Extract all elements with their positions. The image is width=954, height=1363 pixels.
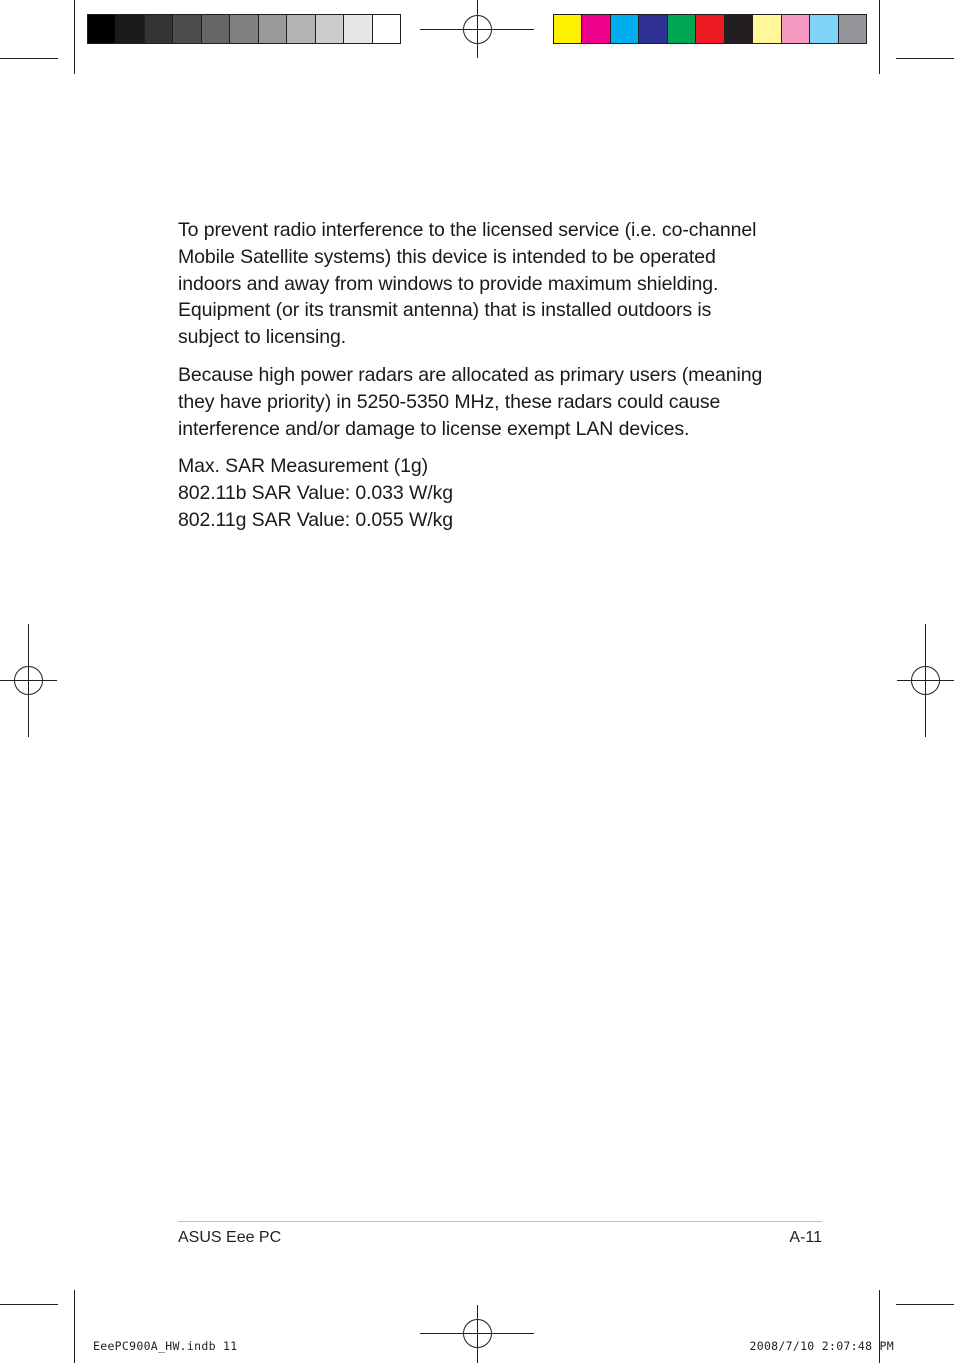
color-swatch bbox=[554, 15, 582, 43]
radar-paragraph bbox=[178, 362, 778, 442]
color-swatch bbox=[782, 15, 810, 43]
text-line: To prevent radio interference to the licensed service (i.e. co-channel bbox=[178, 219, 757, 241]
interference-paragraph bbox=[178, 217, 778, 351]
text-line: indoors and away from windows to provide maximum shielding. bbox=[178, 272, 719, 295]
gray-swatch bbox=[88, 15, 116, 43]
sar-paragraph bbox=[178, 453, 778, 533]
crop-mark bbox=[879, 0, 880, 74]
color-swatch bbox=[611, 15, 639, 43]
text-line: Equipment (or its transmit antenna) that is installed outdoors is bbox=[178, 299, 712, 322]
crop-mark bbox=[74, 1290, 75, 1363]
crop-mark bbox=[0, 58, 58, 59]
color-swatch bbox=[668, 15, 696, 43]
page-number: A-11 bbox=[789, 1229, 822, 1246]
text-line: Mobile Satellite systems) this device is intended to be operated bbox=[178, 245, 716, 268]
crop-mark bbox=[74, 0, 75, 74]
gray-swatch bbox=[287, 15, 315, 43]
footer-product-name: ASUS Eee PC bbox=[178, 1229, 282, 1246]
print-slug-timestamp: 2008/7/10 2:07:48 PM bbox=[749, 1339, 894, 1353]
gray-swatch bbox=[316, 15, 344, 43]
gray-swatch bbox=[373, 15, 400, 43]
sar-80211b-value: 802.11b SAR Value: 0.033 W/kg bbox=[178, 482, 453, 505]
gray-swatch bbox=[344, 15, 372, 43]
color-swatch bbox=[753, 15, 781, 43]
text-line: they have priority) in 5250-5350 MHz, these radars could cause bbox=[178, 390, 721, 413]
color-swatch bbox=[725, 15, 753, 43]
text-line: subject to licensing. bbox=[178, 326, 347, 349]
gray-swatch bbox=[259, 15, 287, 43]
crop-mark bbox=[0, 1304, 58, 1305]
gray-swatch bbox=[116, 15, 144, 43]
gray-swatch bbox=[173, 15, 201, 43]
crop-mark bbox=[896, 58, 954, 59]
footer-divider bbox=[178, 1221, 822, 1222]
page-body bbox=[178, 217, 778, 545]
color-swatch bbox=[696, 15, 724, 43]
gray-swatch bbox=[230, 15, 258, 43]
gray-swatch bbox=[145, 15, 173, 43]
crop-mark bbox=[896, 1304, 954, 1305]
text-line: interference and/or damage to license exempt LAN devices. bbox=[178, 417, 690, 440]
text-line: Because high power radars are allocated as primary users (meaning bbox=[178, 363, 763, 386]
gray-swatch bbox=[202, 15, 230, 43]
color-swatch bbox=[839, 15, 866, 43]
color-swatch bbox=[639, 15, 667, 43]
sar-heading: Max. SAR Measurement (1g) bbox=[178, 455, 429, 478]
grayscale-color-bar bbox=[87, 14, 401, 44]
color-swatch bbox=[582, 15, 610, 43]
sar-80211g-value: 802.11g SAR Value: 0.055 W/kg bbox=[178, 508, 453, 531]
color-swatch bbox=[810, 15, 838, 43]
process-color-bar bbox=[553, 14, 867, 44]
print-slug-filename: EeePC900A_HW.indb 11 bbox=[93, 1339, 238, 1353]
